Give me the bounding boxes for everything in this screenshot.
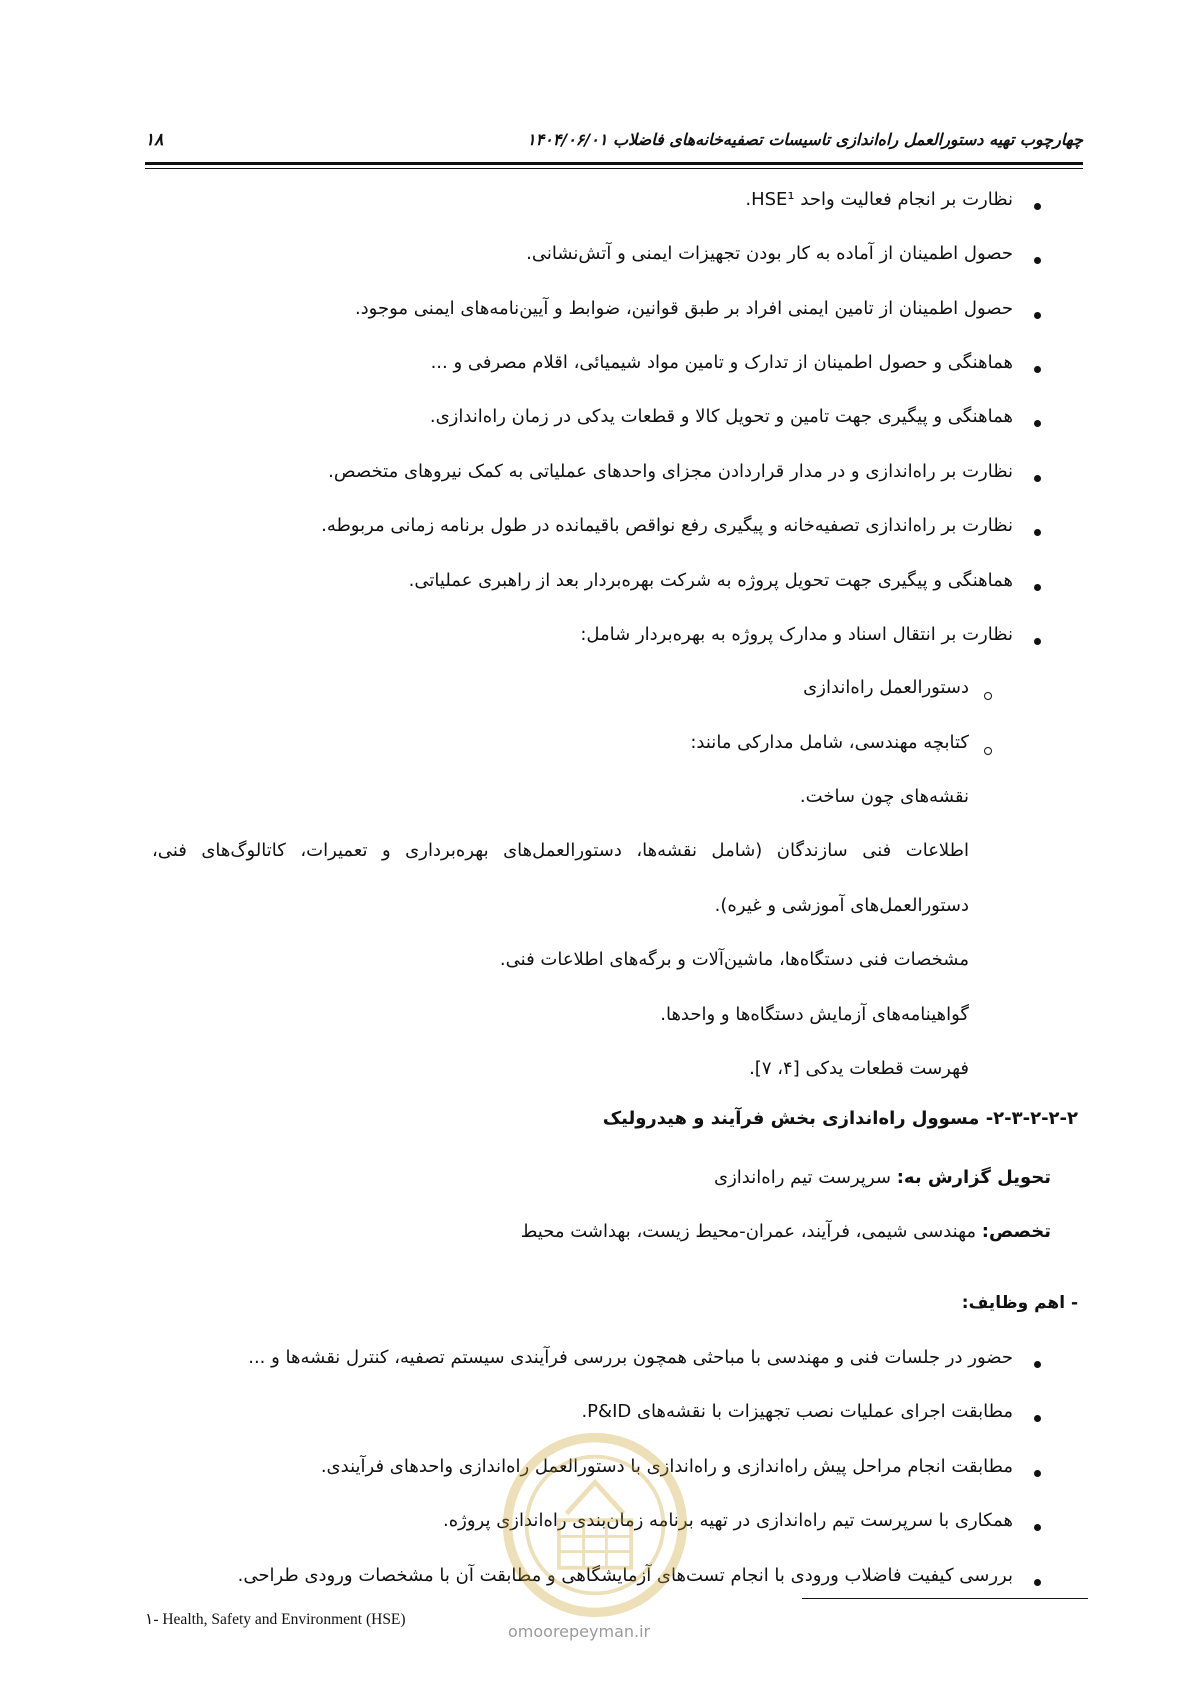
list-item: حصول اطمینان از آماده به کار بودن تجهیزات ایمنی و آتش‌نشانی. <box>526 243 1013 264</box>
bullet-icon <box>1034 584 1041 591</box>
list-item: بررسی کیفیت فاضلاب ورودی با انجام تست‌های آزمایشگاهی و مطابقت آن با مشخصات ورودی طراحی. <box>237 1565 1013 1586</box>
list-item: نظارت بر راه‌اندازی و در مدار قراردادن مجزای واحدهای عملیاتی به کمک نیروهای متخصص. <box>328 461 1013 482</box>
header-rule-thin <box>145 168 1083 169</box>
bullet-icon <box>1034 529 1041 536</box>
list-item: حضور در جلسات فنی و مهندسی با مباحثی همچون بررسی فرآیندی سیستم تصفیه، کنترل نقشه‌ها و ... <box>248 1347 1013 1368</box>
doc-line: اطلاعات فنی سازندگان (شامل نقشه‌ها، دستورالعمل‌های بهره‌برداری و تعمیرات، کاتالوگ‌های فنی، <box>152 840 969 861</box>
report-label: تحویل گزارش به: <box>896 1167 1051 1188</box>
hollow-bullet-icon <box>984 692 992 700</box>
list-item: نظارت بر انجام فعالیت واحد HSE¹. <box>745 189 1013 210</box>
header-date: ۱۴۰۴/۰۶/۰۱ <box>526 130 608 149</box>
page-header <box>145 128 1083 158</box>
header-rule-thick <box>145 162 1083 165</box>
bullet-icon <box>1034 1524 1041 1531</box>
specialty <box>521 1221 1051 1242</box>
bullet-icon <box>1034 475 1041 482</box>
list-item: مطابقت انجام مراحل پیش راه‌اندازی و راه‌اندازی با دستورالعمل راه‌اندازی واحدهای فرآیندی. <box>320 1456 1013 1477</box>
footnote-rule <box>802 1598 1088 1599</box>
bullet-icon <box>1034 1415 1041 1422</box>
bullet-icon <box>1034 1470 1041 1477</box>
header-title-text: چهارچوب تهیه دستورالعمل راه‌اندازی تاسیسات تصفیه‌خانه‌های فاضلاب <box>613 130 1083 149</box>
bullet-icon <box>1034 420 1041 427</box>
bullet-icon <box>1034 257 1041 264</box>
section-heading: ۲-۳-۲-۲-۲- مسوول راه‌اندازی بخش فرآیند و هیدرولیک <box>602 1108 1078 1129</box>
bullet-icon <box>1034 638 1041 645</box>
list-item: همکاری با سرپرست تیم راه‌اندازی در تهیه برنامه زمان‌بندی راه‌اندازی پروژه. <box>443 1510 1013 1531</box>
list-item: هماهنگی و پیگیری جهت تامین و تحویل کالا و قطعات یدکی در زمان راه‌اندازی. <box>429 406 1013 427</box>
report-value: سرپرست تیم راه‌اندازی <box>714 1167 891 1188</box>
list-item: مطابقت اجرای عملیات نصب تجهیزات با نقشه‌های P&ID. <box>581 1401 1013 1422</box>
bullet-icon <box>1034 203 1041 210</box>
bullet-icon <box>1034 312 1041 319</box>
bullet-icon <box>1034 366 1041 373</box>
hollow-bullet-icon <box>984 747 992 755</box>
list-item: حصول اطمینان از تامین ایمنی افراد بر طبق قوانین، ضوابط و آیین‌نامه‌های ایمنی موجود. <box>354 298 1013 319</box>
bullet-icon <box>1034 1579 1041 1586</box>
sub-list-item: کتابچه مهندسی، شامل مدارکی مانند: <box>690 732 969 753</box>
specialty-value: مهندسی شیمی، فرآیند، عمران-محیط زیست، بهداشت محیط <box>520 1221 977 1242</box>
report-to <box>714 1167 1051 1188</box>
doc-line: گواهینامه‌های آزمایش دستگاه‌ها و واحدها. <box>660 1004 969 1025</box>
header-title <box>509 130 1083 149</box>
bullet-icon <box>1034 1361 1041 1368</box>
doc-line: مشخصات فنی دستگاه‌ها، ماشین‌آلات و برگه‌های اطلاعات فنی. <box>499 949 969 970</box>
footnote: ۱- Health, Safety and Environment (HSE) <box>145 1611 406 1628</box>
specialty-label: تخصص: <box>981 1221 1051 1242</box>
page-number: ۱۸ <box>145 130 164 150</box>
list-item: نظارت بر راه‌اندازی تصفیه‌خانه و پیگیری رفع نواقص باقیمانده در طول برنامه زمانی مربوطه. <box>321 515 1013 536</box>
doc-line: فهرست قطعات یدکی [۴، ۷]. <box>749 1058 969 1079</box>
watermark-text: omoorepeyman.ir <box>508 1622 651 1641</box>
sub-list-item: دستورالعمل راه‌اندازی <box>803 677 969 698</box>
doc-line: دستورالعمل‌های آموزشی و غیره). <box>714 895 969 916</box>
doc-line: نقشه‌های چون ساخت. <box>799 786 969 807</box>
list-item: هماهنگی و حصول اطمینان از تدارک و تامین مواد شیمیائی، اقلام مصرفی و ... <box>430 352 1013 373</box>
duties-heading: - اهم وظایف: <box>961 1293 1078 1313</box>
seal-logo-icon <box>500 1430 690 1620</box>
list-item: هماهنگی و پیگیری جهت تحویل پروژه به شرکت بهره‌بردار بعد از راهبری عملیاتی. <box>408 570 1013 591</box>
list-item: نظارت بر انتقال اسناد و مدارک پروژه به بهره‌بردار شامل: <box>580 624 1013 645</box>
